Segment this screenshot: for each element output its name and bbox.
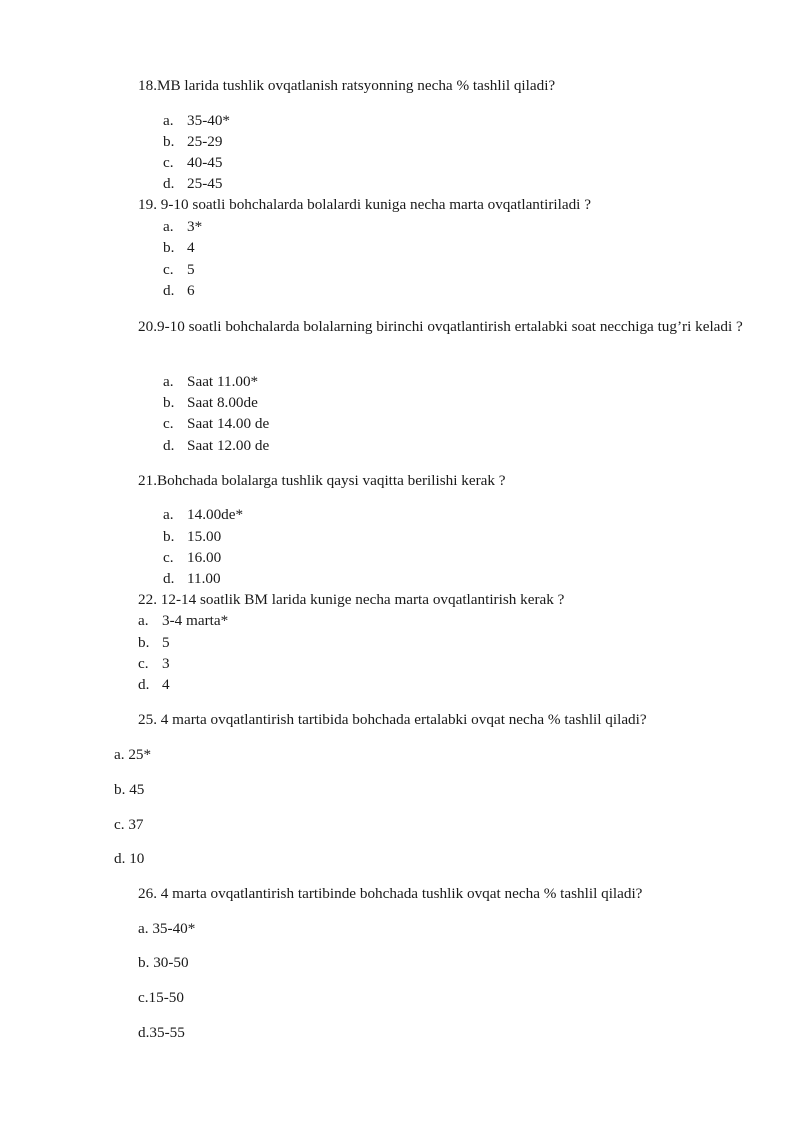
option-22-c: c. 3 xyxy=(138,655,170,672)
option-26-b: b. 30-50 xyxy=(138,954,189,971)
option-20-a: a. Saat 11.00* xyxy=(163,373,259,390)
option-18-a: a. 35-40* xyxy=(163,112,231,129)
option-20-c: c. Saat 14.00 de xyxy=(163,415,270,432)
option-21-d: d. 11.00 xyxy=(163,570,221,587)
question-20: 20.9-10 soatli bohchalarda bolalarning birinchi ovqatlantirish ertalabki soat necchiga tug’ri keladi ? xyxy=(138,318,743,335)
option-22-b: b. 5 xyxy=(138,634,170,651)
question-18: 18.MB larida tushlik ovqatlanish ratsyonning necha % tashlil qiladi? xyxy=(138,77,556,94)
question-19: 19. 9-10 soatli bohchalarda bolalardi kuniga necha marta ovqatlantiriladi ? xyxy=(138,196,591,213)
option-18-b: b. 25-29 xyxy=(163,133,223,150)
question-22: 22. 12-14 soatlik BM larida kunige necha marta ovqatlantirish kerak ? xyxy=(138,591,565,608)
option-25-b: b. 45 xyxy=(114,781,145,798)
question-21: 21.Bohchada bolalarga tushlik qaysi vaqitta berilishi kerak ? xyxy=(138,472,506,489)
option-20-b: b. Saat 8.00de xyxy=(163,394,258,411)
option-20-d: d. Saat 12.00 de xyxy=(163,437,270,454)
option-21-a: a. 14.00de* xyxy=(163,506,244,523)
option-26-c: c.15-50 xyxy=(138,989,184,1006)
option-19-b: b. 4 xyxy=(163,239,195,256)
option-26-d: d.35-55 xyxy=(138,1024,185,1041)
option-22-d: d. 4 xyxy=(138,676,170,693)
question-26: 26. 4 marta ovqatlantirish tartibinde bohchada tushlik ovqat necha % tashlil qiladi? xyxy=(138,885,643,902)
option-19-a: a. 3* xyxy=(163,218,203,235)
option-22-a: a. 3-4 marta* xyxy=(138,612,229,629)
option-21-c: c. 16.00 xyxy=(163,549,222,566)
option-18-d: d. 25-45 xyxy=(163,175,223,192)
option-19-c: c. 5 xyxy=(163,261,195,278)
option-26-a: a. 35-40* xyxy=(138,920,196,937)
option-21-b: b. 15.00 xyxy=(163,528,222,545)
option-25-d: d. 10 xyxy=(114,850,145,867)
option-18-c: c. 40-45 xyxy=(163,154,223,171)
option-25-c: c. 37 xyxy=(114,816,144,833)
option-19-d: d. 6 xyxy=(163,282,195,299)
question-25: 25. 4 marta ovqatlantirish tartibida bohchada ertalabki ovqat necha % tashlil qiladi? xyxy=(138,711,647,728)
option-25-a: a. 25* xyxy=(114,746,152,763)
